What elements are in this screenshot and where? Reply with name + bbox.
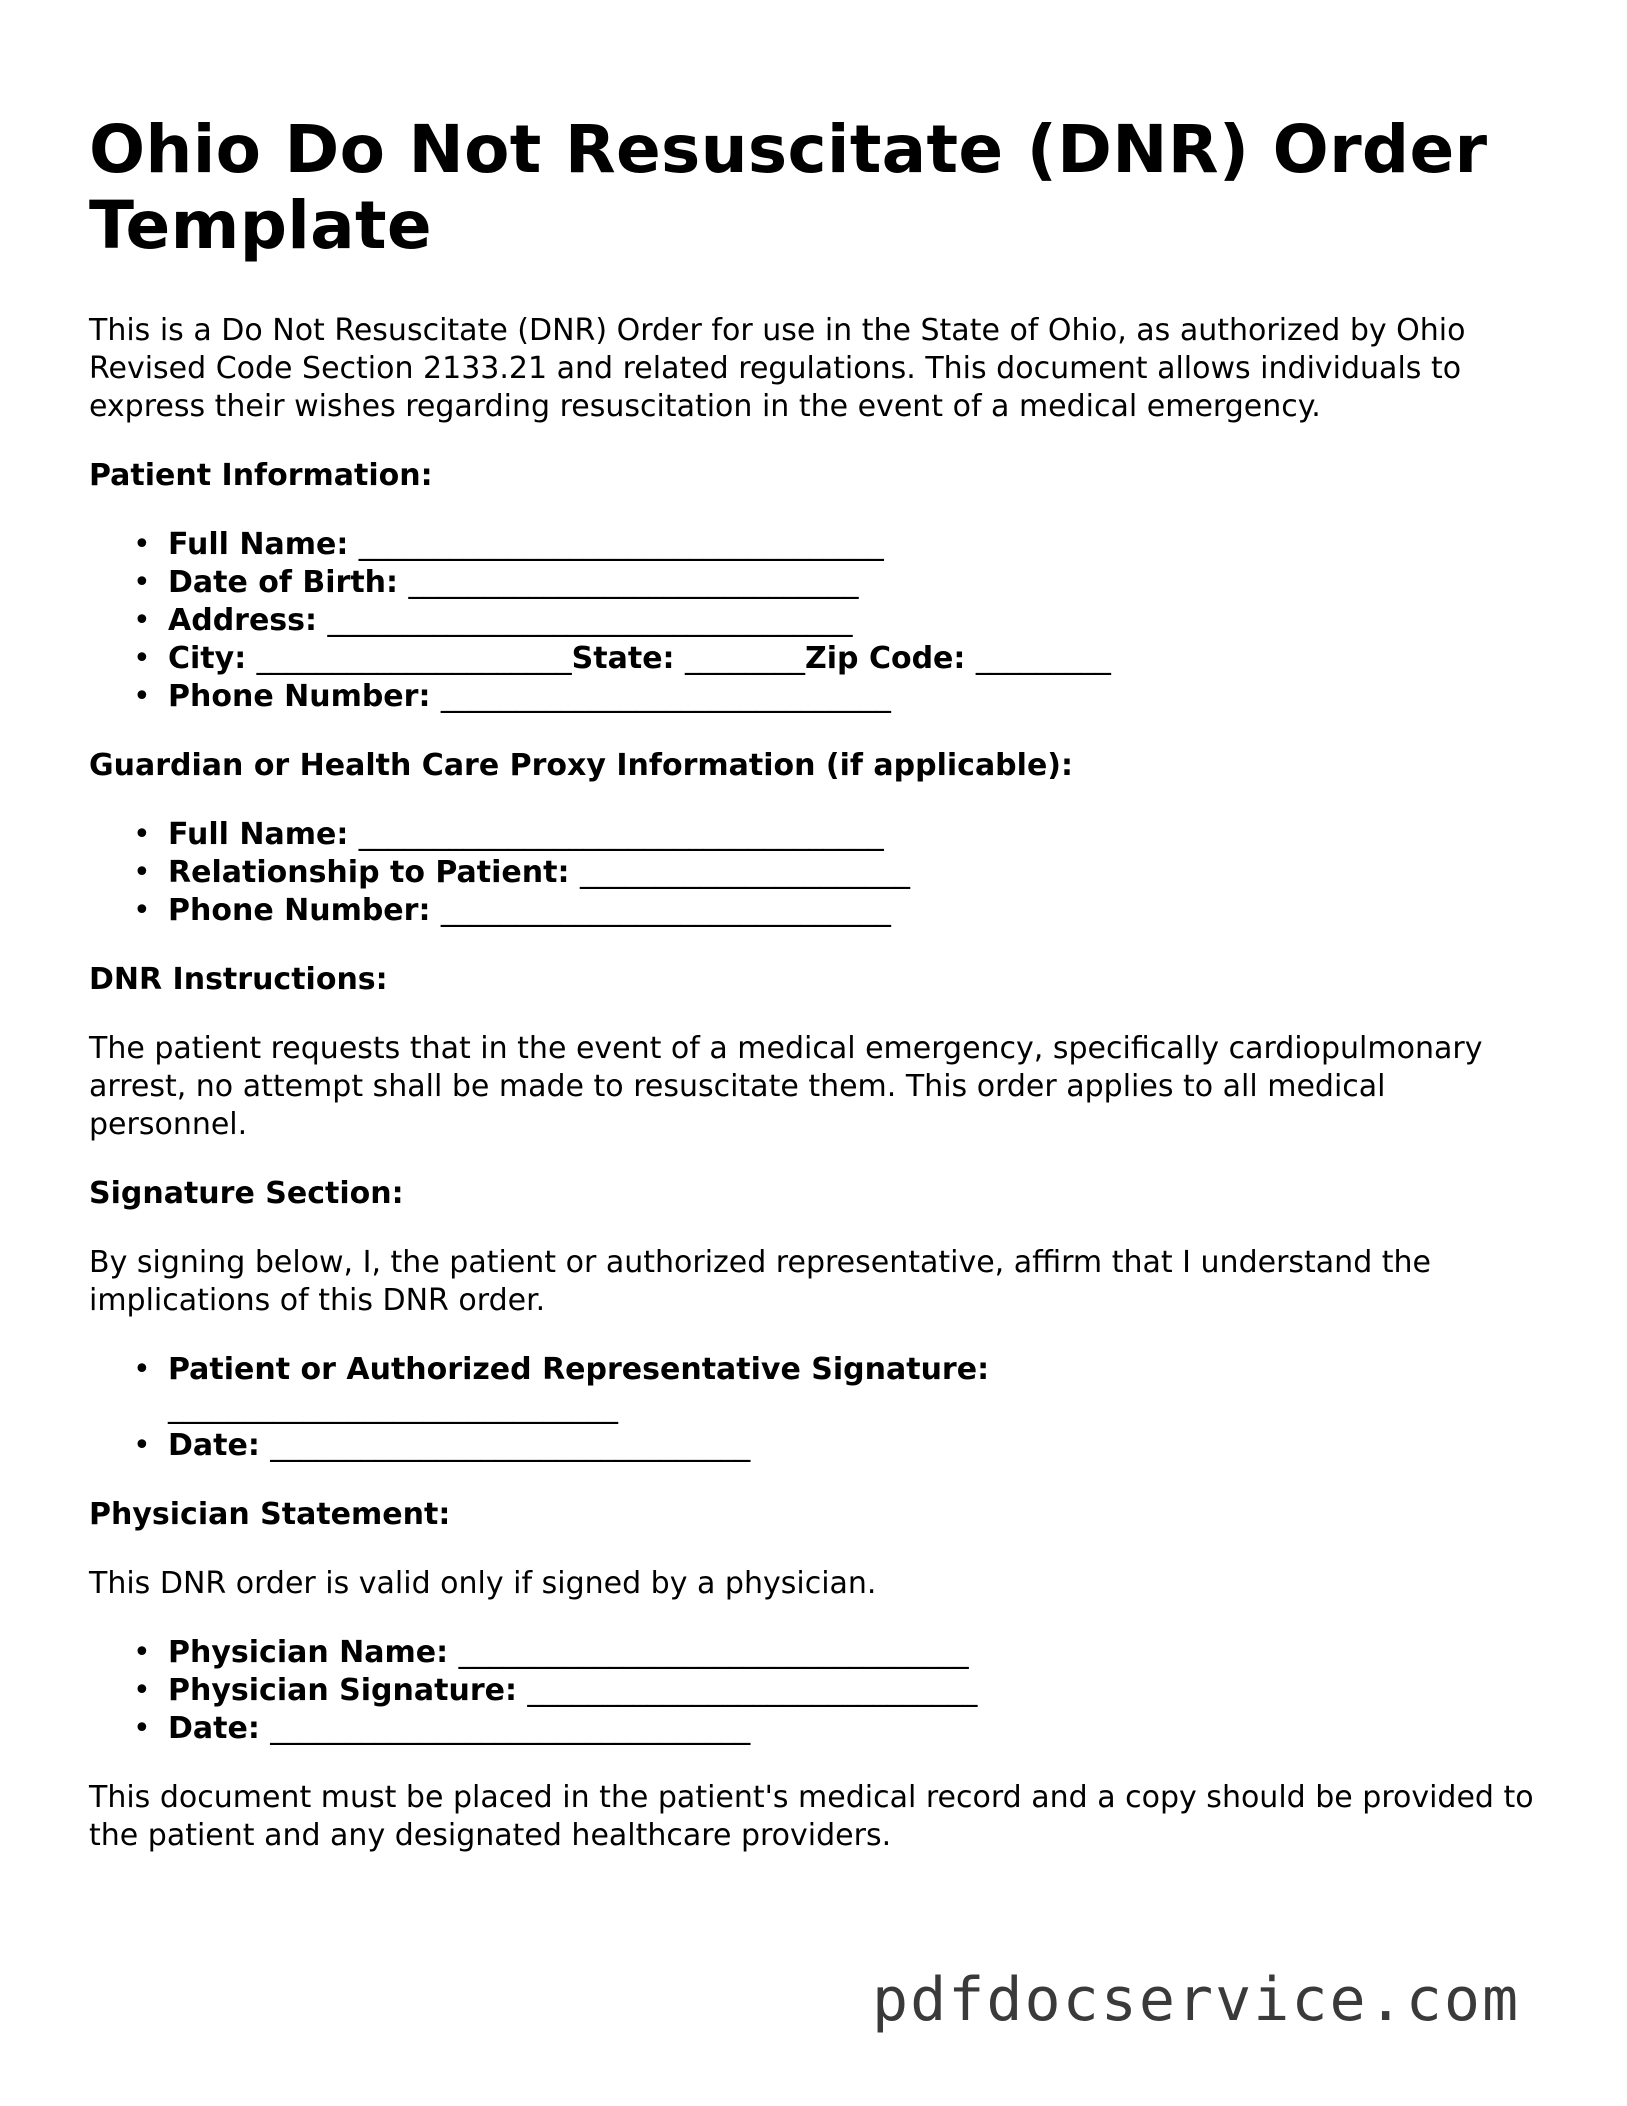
field-label: Date:	[168, 1428, 260, 1463]
fill-line: ______________________________	[527, 1673, 978, 1708]
zip-label: Zip Code:	[805, 641, 966, 676]
field-label: Full Name:	[168, 817, 349, 852]
dnr-instructions-heading: DNR Instructions:	[89, 962, 388, 997]
fill-line: ______________________________	[168, 1390, 618, 1425]
patient-info-list	[89, 526, 1539, 716]
fill-line: ________________________________	[270, 1711, 751, 1746]
document-page	[89, 112, 1539, 1886]
city-fill-line: _____________________	[256, 641, 572, 676]
bullet-icon: •	[133, 603, 151, 638]
patient-phone-field[interactable]	[133, 678, 1539, 716]
signature-date-field[interactable]	[133, 1427, 1539, 1465]
field-label: Phone Number:	[168, 679, 431, 714]
bullet-icon: •	[133, 817, 151, 852]
bullet-icon: •	[133, 893, 151, 928]
field-label: Date:	[168, 1711, 260, 1746]
bullet-icon: •	[133, 1635, 151, 1670]
document-title: Ohio Do Not Resuscitate (DNR) Order Template	[89, 111, 1488, 264]
fill-line: ______________________________	[440, 893, 891, 928]
physician-list	[89, 1634, 1539, 1748]
patient-signature-field[interactable]	[133, 1351, 1539, 1427]
fill-line: ______________________	[579, 855, 910, 890]
guardian-info-heading: Guardian or Health Care Proxy Information (if applicable):	[89, 748, 1073, 783]
field-label: Full Name:	[168, 527, 349, 562]
city-label: City:	[168, 641, 247, 676]
state-fill-line: ________	[685, 641, 805, 676]
fill-line: ___________________________________	[327, 603, 853, 638]
state-label: State:	[571, 641, 675, 676]
bullet-icon: •	[133, 1352, 151, 1387]
bullet-icon: •	[133, 679, 151, 714]
fill-line: ___________________________________	[358, 527, 884, 562]
guardian-full-name-field[interactable]	[133, 816, 1539, 854]
physician-date-field[interactable]	[133, 1710, 1539, 1748]
guardian-info-list	[89, 816, 1539, 930]
patient-full-name-field[interactable]	[133, 526, 1539, 564]
physician-statement-heading: Physician Statement:	[89, 1497, 451, 1532]
field-label: Physician Signature:	[168, 1673, 517, 1708]
bullet-icon: •	[133, 565, 151, 600]
bullet-icon: •	[133, 527, 151, 562]
patient-info-heading: Patient Information:	[89, 458, 433, 493]
guardian-phone-field[interactable]	[133, 892, 1539, 930]
fill-line: ______________________________	[440, 679, 891, 714]
physician-statement-text: This DNR order is valid only if signed by a physician.	[89, 1566, 877, 1601]
signature-list	[89, 1351, 1539, 1465]
patient-city-state-zip-field[interactable]	[133, 640, 1539, 678]
patient-dob-field[interactable]	[133, 564, 1539, 602]
field-label: Patient or Authorized Representative Signature:	[168, 1352, 990, 1387]
signature-section-heading: Signature Section:	[89, 1176, 404, 1211]
intro-paragraph: This is a Do Not Resuscitate (DNR) Order for use in the State of Ohio, as authorized by Ohio Revised Code Section 2133.21 and related regulations. This document allows individuals to express their wishes regarding resuscitation in the event of a medical emergency.	[89, 313, 1466, 424]
signature-section-text: By signing below, I, the patient or authorized representative, affirm that I understand the implications of this DNR order.	[89, 1245, 1432, 1318]
zip-fill-line: _________	[975, 641, 1111, 676]
bullet-icon: •	[133, 1428, 151, 1463]
physician-signature-field[interactable]	[133, 1672, 1539, 1710]
bullet-icon: •	[133, 855, 151, 890]
guardian-relationship-field[interactable]	[133, 854, 1539, 892]
bullet-icon: •	[133, 1711, 151, 1746]
field-label: Phone Number:	[168, 893, 431, 928]
field-label: Relationship to Patient:	[168, 855, 570, 890]
bullet-icon: •	[133, 641, 151, 676]
bullet-icon: •	[133, 1673, 151, 1708]
fill-line: ______________________________	[408, 565, 859, 600]
field-label: Address:	[168, 603, 318, 638]
field-label: Date of Birth:	[168, 565, 399, 600]
fill-line: __________________________________	[458, 1635, 969, 1670]
fill-line: ___________________________________	[358, 817, 884, 852]
dnr-instructions-text: The patient requests that in the event of a medical emergency, specifically cardiopulmonary arrest, no attempt shall be made to resuscitate them. This order applies to all medical personnel.	[89, 1031, 1483, 1142]
watermark: pdfdocservice.com	[872, 1965, 1521, 2035]
field-label: Physician Name:	[168, 1635, 449, 1670]
patient-address-field[interactable]	[133, 602, 1539, 640]
closing-paragraph: This document must be placed in the patient's medical record and a copy should be provided to the patient and any designated healthcare providers.	[89, 1780, 1534, 1853]
physician-name-field[interactable]	[133, 1634, 1539, 1672]
fill-line: ________________________________	[270, 1428, 751, 1463]
